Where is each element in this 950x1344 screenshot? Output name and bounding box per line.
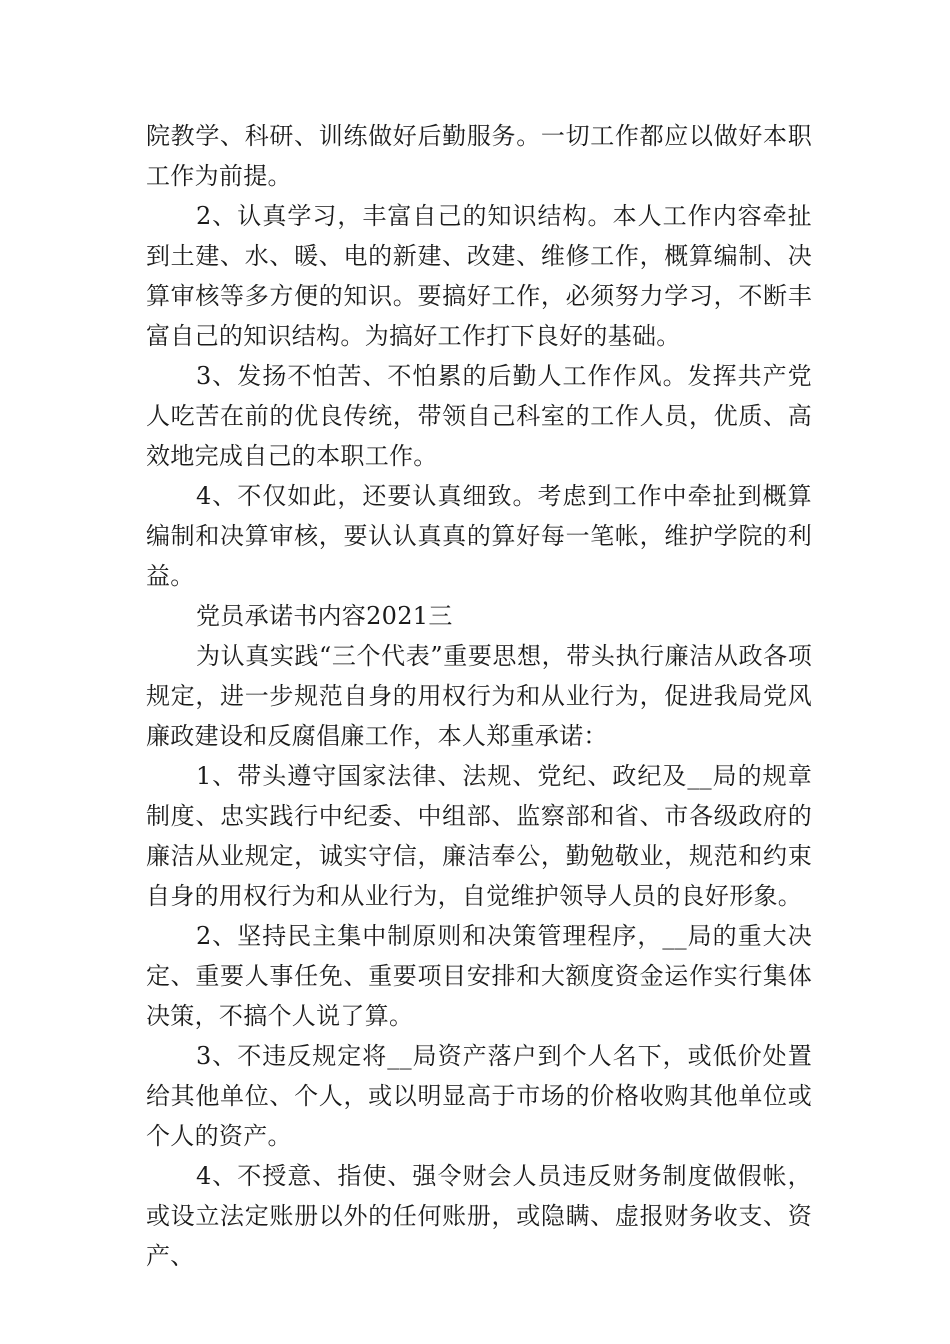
paragraph-6: 1、带头遵守国家法律、法规、党纪、政纪及__局的规章制度、忠实践行中纪委、中组部、监察部和省、市各级政府的廉洁从业规定，诚实守信，廉洁奉公，勤勉敬业，规范和约束自身的用权行为和从业行为，自觉维护领导人员的良好形象。 — [146, 762, 812, 910]
paragraph-2: 2、认真学习，丰富自己的知识结构。本人工作内容牵扯到土建、水、暖、电的新建、改建、维修工作，概算编制、决算审核等多方便的知识。要搞好工作，必须努力学习，不断丰富自己的知识结构。为搞好工作打下良好的基础。 — [146, 202, 812, 350]
paragraph-9: 4、不授意、指使、强令财会人员违反财务制度做假帐，或设立法定账册以外的任何账册，或隐瞒、虚报财务收支、资产、 — [146, 1162, 812, 1270]
paragraph-4: 4、不仅如此，还要认真细致。考虑到工作中牵扯到概算编制和决算审核，要认认真真的算好每一笔帐，维护学院的利益。 — [146, 482, 812, 590]
paragraph-1: 院教学、科研、训练做好后勤服务。一切工作都应以做好本职工作为前提。 — [146, 122, 812, 190]
paragraph-3: 3、发扬不怕苦、不怕累的后勤人工作作风。发挥共产党人吃苦在前的优良传统，带领自己科室的工作人员，优质、高效地完成自己的本职工作。 — [146, 362, 812, 470]
paragraph-5: 为认真实践“三个代表”重要思想，带头执行廉洁从政各项规定，进一步规范自身的用权行为和从业行为，促进我局党风廉政建设和反腐倡廉工作，本人郑重承诺： — [146, 642, 812, 750]
section-heading: 党员承诺书内容2021三 — [196, 602, 453, 630]
document-body — [146, 116, 812, 1276]
paragraph-8: 3、不违反规定将__局资产落户到个人名下，或低价处置给其他单位、个人，或以明显高于市场的价格收购其他单位或个人的资产。 — [146, 1042, 812, 1150]
paragraph-7: 2、坚持民主集中制原则和决策管理程序，__局的重大决定、重要人事任免、重要项目安排和大额度资金运作实行集体决策，不搞个人说了算。 — [146, 922, 812, 1030]
